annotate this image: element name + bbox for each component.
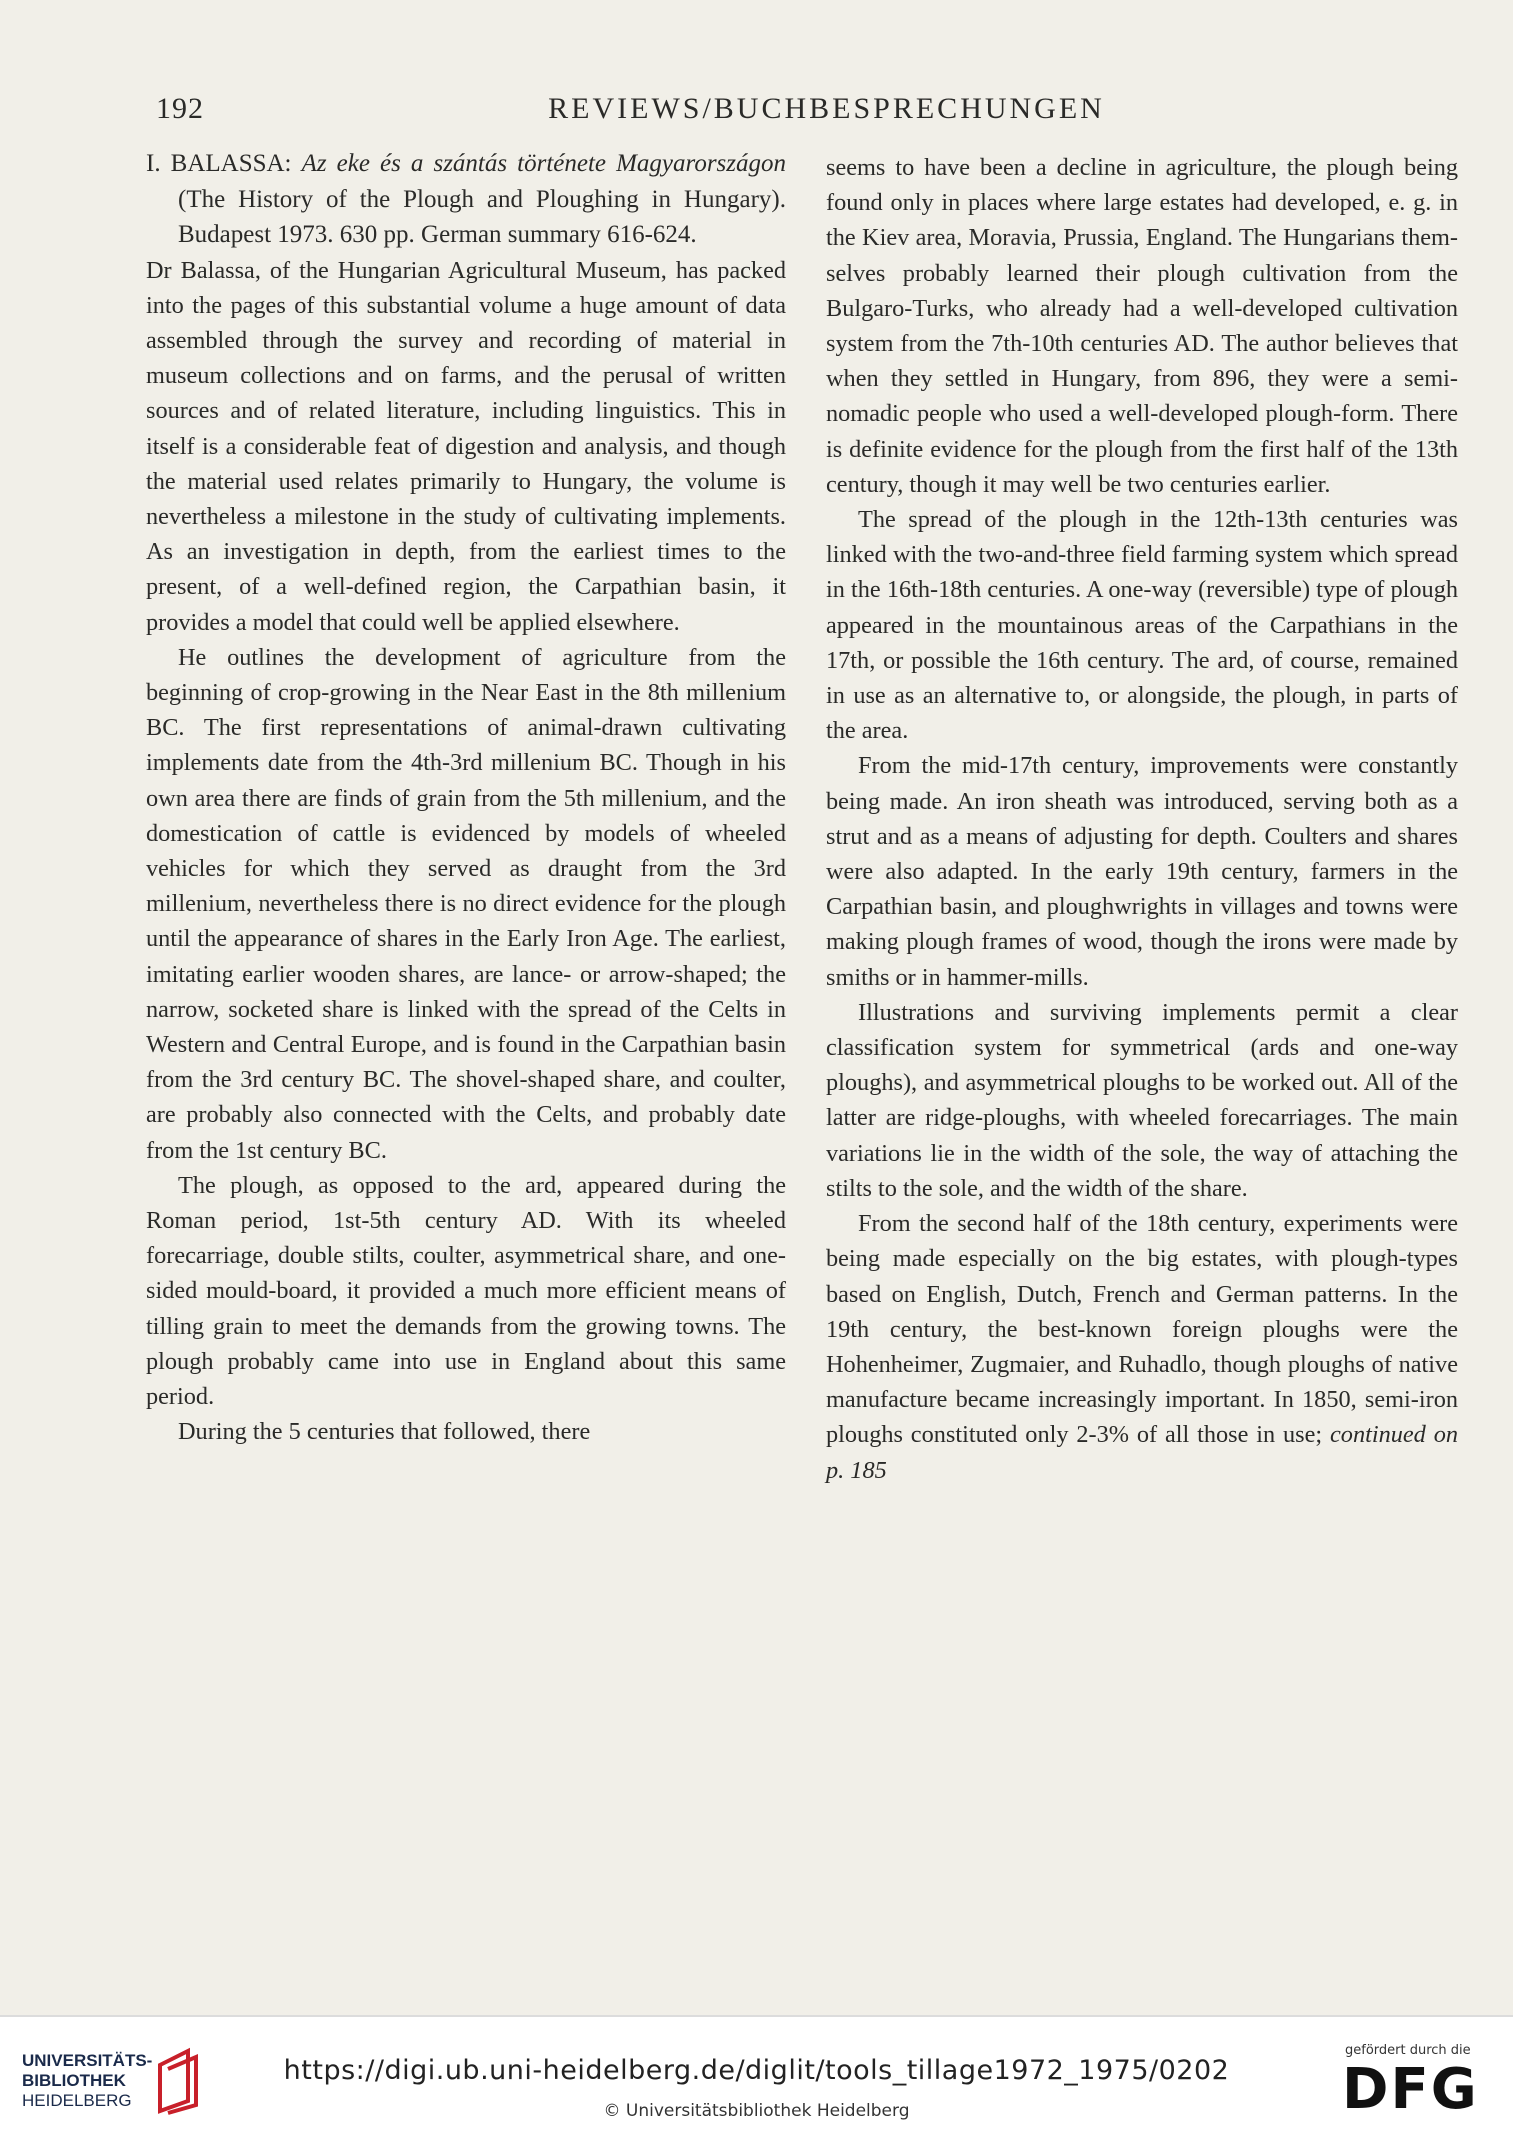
paragraph: Illustrations and surviving implements permit a clear classification system for symmetrical (ards and one-way ploughs), and asymmetrical ploughs to be worked out. All of the latter are ridge-ploughs, with wheeled forecarriages. The main variations lie in the width of the sole, the way of attaching the stilts to the sole, and the width of the share. — [826, 998, 1458, 1202]
left-column — [146, 146, 786, 1449]
paragraph: During the 5 centuries that followed, there — [178, 1418, 591, 1446]
copyright-notice: © Universitätsbibliothek Heidelberg — [603, 2101, 910, 2121]
dfg-logo[interactable]: DFG — [1342, 2057, 1479, 2122]
page-number: 192 — [156, 92, 204, 125]
footer-bar — [0, 2015, 1513, 2137]
paragraph: The spread of the plough in the 12th-13th centuries was linked with the two-and-three field farming system which spread in the 16th-18th centuries. A one-way (reversible) type of plough appeared in the mountainous areas of the Carpathians in the 17th, or possible the 16th century. The ard, of course, remained in use as an alternative to, or alongside, the plough, in parts of the area. — [826, 506, 1458, 745]
paragraph: seems to have been a decline in agriculture, the plough being found only in places where large estates had developed, e. g. in the Kiev area, Moravia, Prussia, England. The Hungarians themselves probably learned their plough cultivation from the Bulgaro-Turks, who already had a well-developed cultivation system from the 7th-10th centuries AD. The author believes that when they settled in Hungary, from 896, they were a semi-nomadic people who used a well-developed plough-form. There is definite evidence for the plough from the first half of the 13th century, though it may well be two centuries earlier. — [826, 154, 1458, 498]
paragraph-last — [826, 1206, 1458, 1488]
paragraph-text: From the second half of the 18th century, experiments were being made especially on the big estates, with plough-types based on English, Dutch, French and German patterns. In the 19th century, the best-known foreign ploughs were the Hohenheimer, Zugmaier, and Ruhadlo, though ploughs of native manufacture became increasingly important. In 1850, semi-iron ploughs constituted only 2-3% of all those in use; — [826, 1210, 1458, 1449]
citation-author: I. BALASSA: — [146, 150, 302, 177]
permalink-url[interactable]: https://digi.ub.uni-heidelberg.de/diglit/tools_tillage1972_1975/0202 — [283, 2055, 1230, 2086]
funding-note: gefördert durch die — [1345, 2043, 1471, 2058]
paragraph: Dr Balassa, of the Hungarian Agricultural Museum, has packed into the pages of this substantial volume a huge amount of data assembled through the survey and recording of material in museum collections and on farms, and the perusal of written sources and of related literature, including linguistics. This in itself is a considerable feat of digestion and analysis, and though the material used relates primarily to Hungary, the volume is nevertheless a milestone in the study of cultivating implements. As an investigation in depth, from the earliest times to the present, of a well-defined region, the Carpathian basin, it provides a model that could well be applied elsewhere. — [146, 256, 786, 636]
logo-line: HEIDELBERG — [22, 2091, 132, 2110]
paragraph: He outlines the development of agriculture from the beginning of crop-growing in the Near East in the 8th millenium BC. The first representations of animal-drawn cultivating implements date from the 4th-3rd millenium BC. Though in his own area there are finds of grain from the 5th millenium, and the domestication of cattle is evidenced by models of wheeled vehicles for which they served as draught from the 3rd millenium, nevertheless there is no direct evidence for the plough until the appearance of shares in the Early Iron Age. The earliest, imitating earlier wooden shares, are lance- or arrow-shaped; the narrow, socketed share is linked with the spread of the Celts in Western and Central Europe, and is found in the Carpathian basin from the 3rd century BC. The shovel-shaped share, and coulter, are probably also connected with the Celts, and probably date from the 1st century BC. — [146, 643, 786, 1164]
continued-note: continued on p. 185 — [826, 1421, 1458, 1484]
citation-details: (The History of the Plough and Ploughing in Hungary). Budapest 1973. 630 pp. German summary 616-624. — [178, 185, 786, 248]
logo-line: UNIVERSITÄTS- — [22, 2051, 153, 2070]
running-head: REVIEWS/BUCHBESPRECHUNGEN — [548, 92, 1105, 125]
paragraph: From the mid-17th century, improvements were constantly being made. An iron sheath was introduced, serving both as a strut and as a means of adjusting for depth. Coulters and shares were also adapted. In the early 19th century, farmers in the Carpathian basin, and ploughwrights in villages and towns were making plough frames of wood, though the irons were made by smiths or in hammer-mills. — [826, 752, 1458, 991]
citation — [146, 146, 786, 253]
right-column — [826, 150, 1458, 1488]
paragraph: The plough, as opposed to the ard, appeared during the Roman period, 1st-5th century AD. With its wheeled forecarriage, double stilts, coulter, asymmetrical share, and one-sided mould-board, it provided a much more efficient means of tilling grain to meet the demands from the growing towns. The plough probably came into use in England about this same period. — [146, 1171, 786, 1410]
logo-line: BIBLIOTHEK — [22, 2071, 126, 2090]
citation-title: Az eke és a szántás története Magyarországon — [301, 150, 786, 177]
